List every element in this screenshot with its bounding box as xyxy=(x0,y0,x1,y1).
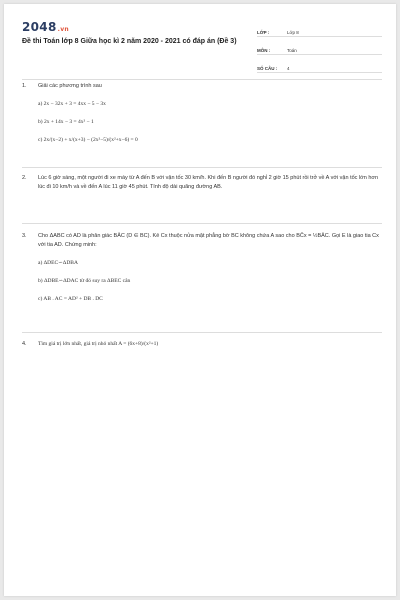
sub-question: b) 2x + 14x − 3 = 4x² − 1 xyxy=(38,119,94,125)
meta-value: 4 xyxy=(287,66,290,71)
question-text: Cho ΔABC có AD là phân giác BÂC (D ∈ BC). Kẻ Cx thuộc nửa mặt phẳng bờ BC không chứa A sao cho BĈx = ½BÂC. Gọi E là giao tia Cx với tia AD. Chứng minh: xyxy=(38,233,379,248)
logo-text: 2048 xyxy=(22,20,57,34)
question-text: Tìm giá trị lớn nhất, giá trị nhỏ nhất A = (6x+8)/(x²+1) xyxy=(38,341,159,347)
question-2 xyxy=(22,174,382,192)
exam-title: Đề thi Toán lớp 8 Giữa học kì 2 năm 2020 - 2021 có đáp án (Đề 3) xyxy=(22,38,237,45)
question-text: Giải các phương trình sau xyxy=(38,83,102,89)
meta-value: Toán xyxy=(287,48,297,53)
logo-suffix: .vn xyxy=(57,26,69,33)
sub-question: c) 2x/(x−2) + x/(x+3) − (2x²−5)/(x²+x−6) = 0 xyxy=(38,137,138,143)
meta-label: LỚP : xyxy=(257,30,270,35)
meta-value: Lớp 8 xyxy=(287,30,299,35)
sub-question: a) 2x − 32x + 3 = 4xx − 5 − 3x xyxy=(38,101,106,107)
meta-row-count xyxy=(257,58,382,73)
sub-question: c) AB . AC = AD² + DB . DC xyxy=(38,296,103,302)
meta-row-subject xyxy=(257,40,382,55)
question-number: 4. xyxy=(22,341,27,347)
site-logo[interactable] xyxy=(22,20,69,34)
question-number: 2. xyxy=(22,175,27,181)
question-3 xyxy=(22,232,382,304)
meta-label: SỐ CÂU : xyxy=(257,66,278,71)
divider xyxy=(22,332,382,333)
sub-question: a) ΔDEC∽ΔDBA xyxy=(38,260,78,266)
meta-label: MÔN : xyxy=(257,48,271,53)
meta-row-class xyxy=(257,22,382,37)
question-4 xyxy=(22,340,382,349)
question-number: 1. xyxy=(22,83,27,89)
divider xyxy=(22,79,382,80)
divider xyxy=(22,167,382,168)
question-1 xyxy=(22,82,382,145)
divider xyxy=(22,223,382,224)
question-number: 3. xyxy=(22,233,27,239)
question-text: Lúc 6 giờ sáng, một người đi xe máy từ A đến B với vận tốc 30 km/h. Khi đến B người đó nghỉ 2 giờ 15 phút rồi trở về A với vận tốc lớn hơn lúc đi 10 km/h và về đến A lúc 11 giờ 45 phút. Tính độ dài quãng đường AB. xyxy=(38,175,379,190)
exam-meta xyxy=(257,22,382,76)
sub-question: b) ΔDBE∽ΔDAC từ đó suy ra ΔBEC cân xyxy=(38,278,131,284)
document-page xyxy=(4,4,396,596)
